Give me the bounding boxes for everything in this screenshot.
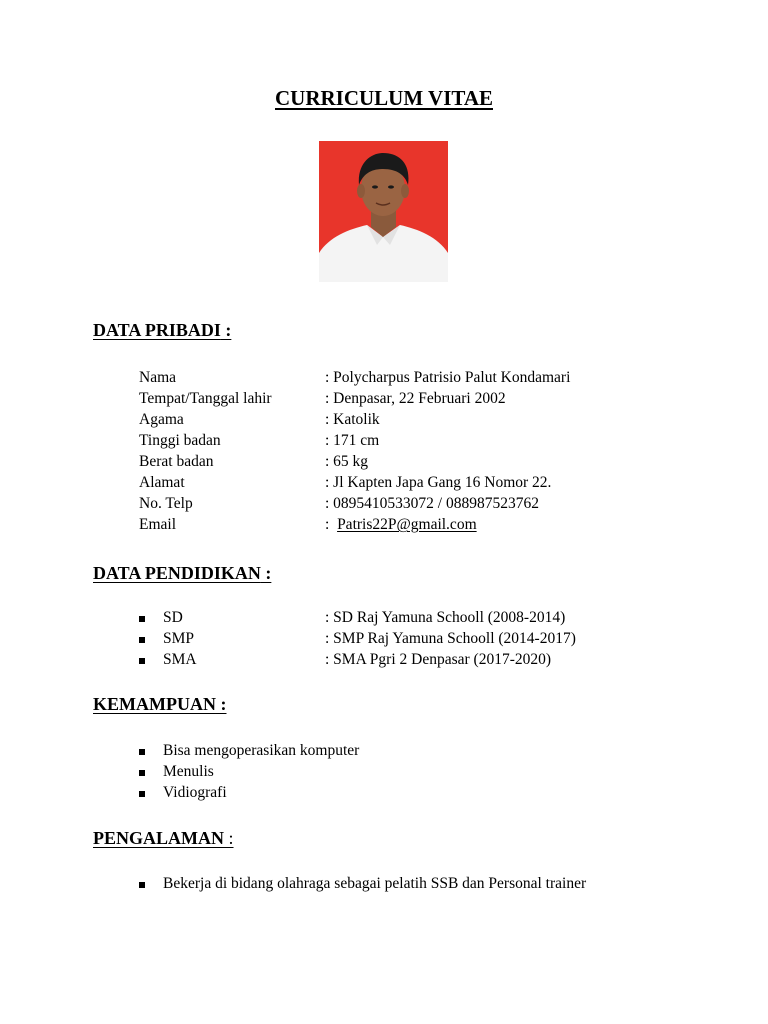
personal-value: : 0895410533072 / 088987523762 <box>325 495 539 512</box>
profile-photo <box>319 141 448 282</box>
skill-item: Vidiografi <box>163 784 227 801</box>
bullet-icon <box>139 770 145 776</box>
personal-label: Alamat <box>139 474 185 491</box>
education-level: SD <box>163 609 183 626</box>
heading-kemampuan: KEMAMPUAN : <box>93 694 227 714</box>
heading-data-pribadi: DATA PRIBADI : <box>93 320 232 340</box>
personal-value <box>325 514 477 535</box>
personal-label: Tempat/Tanggal lahir <box>139 390 272 407</box>
personal-value: : Jl Kapten Japa Gang 16 Nomor 22. <box>325 474 552 491</box>
skill-item: Bisa mengoperasikan komputer <box>163 742 360 759</box>
heading-data-pendidikan: DATA PENDIDIKAN : <box>93 563 272 583</box>
personal-label: Berat badan <box>139 453 214 470</box>
personal-value: : Katolik <box>325 411 380 428</box>
education-school: : SMA Pgri 2 Denpasar (2017-2020) <box>325 651 552 668</box>
document-title: CURRICULUM VITAE <box>275 86 493 110</box>
email-link[interactable]: Patris22P@gmail.com <box>337 516 477 533</box>
personal-label: Email <box>139 516 177 533</box>
education-level: SMA <box>163 651 197 668</box>
personal-label: Tinggi badan <box>139 432 221 449</box>
skill-item: Menulis <box>163 763 214 780</box>
bullet-icon <box>139 658 145 664</box>
personal-label: Agama <box>139 411 184 428</box>
heading-pengalaman: PENGALAMAN : <box>93 828 234 848</box>
bullet-icon <box>139 637 145 643</box>
personal-label: No. Telp <box>139 495 193 512</box>
education-level: SMP <box>163 630 195 647</box>
bullet-icon <box>139 882 145 888</box>
bullet-icon <box>139 749 145 755</box>
personal-value: : 65 kg <box>325 453 369 470</box>
bullet-icon <box>139 791 145 797</box>
bullet-icon <box>139 616 145 622</box>
experience-item: Bekerja di bidang olahraga sebagai pelatih SSB dan Personal trainer <box>163 875 587 892</box>
personal-value: : 171 cm <box>325 432 380 449</box>
education-school: : SMP Raj Yamuna Schooll (2014-2017) <box>325 630 576 647</box>
person-photo-icon <box>319 141 448 282</box>
personal-label: Nama <box>139 369 177 386</box>
education-school: : SD Raj Yamuna Schooll (2008-2014) <box>325 609 566 626</box>
email-prefix: : <box>325 516 338 533</box>
personal-value: : Denpasar, 22 Februari 2002 <box>325 390 506 407</box>
personal-value: : Polycharpus Patrisio Palut Kondamari <box>325 369 571 386</box>
